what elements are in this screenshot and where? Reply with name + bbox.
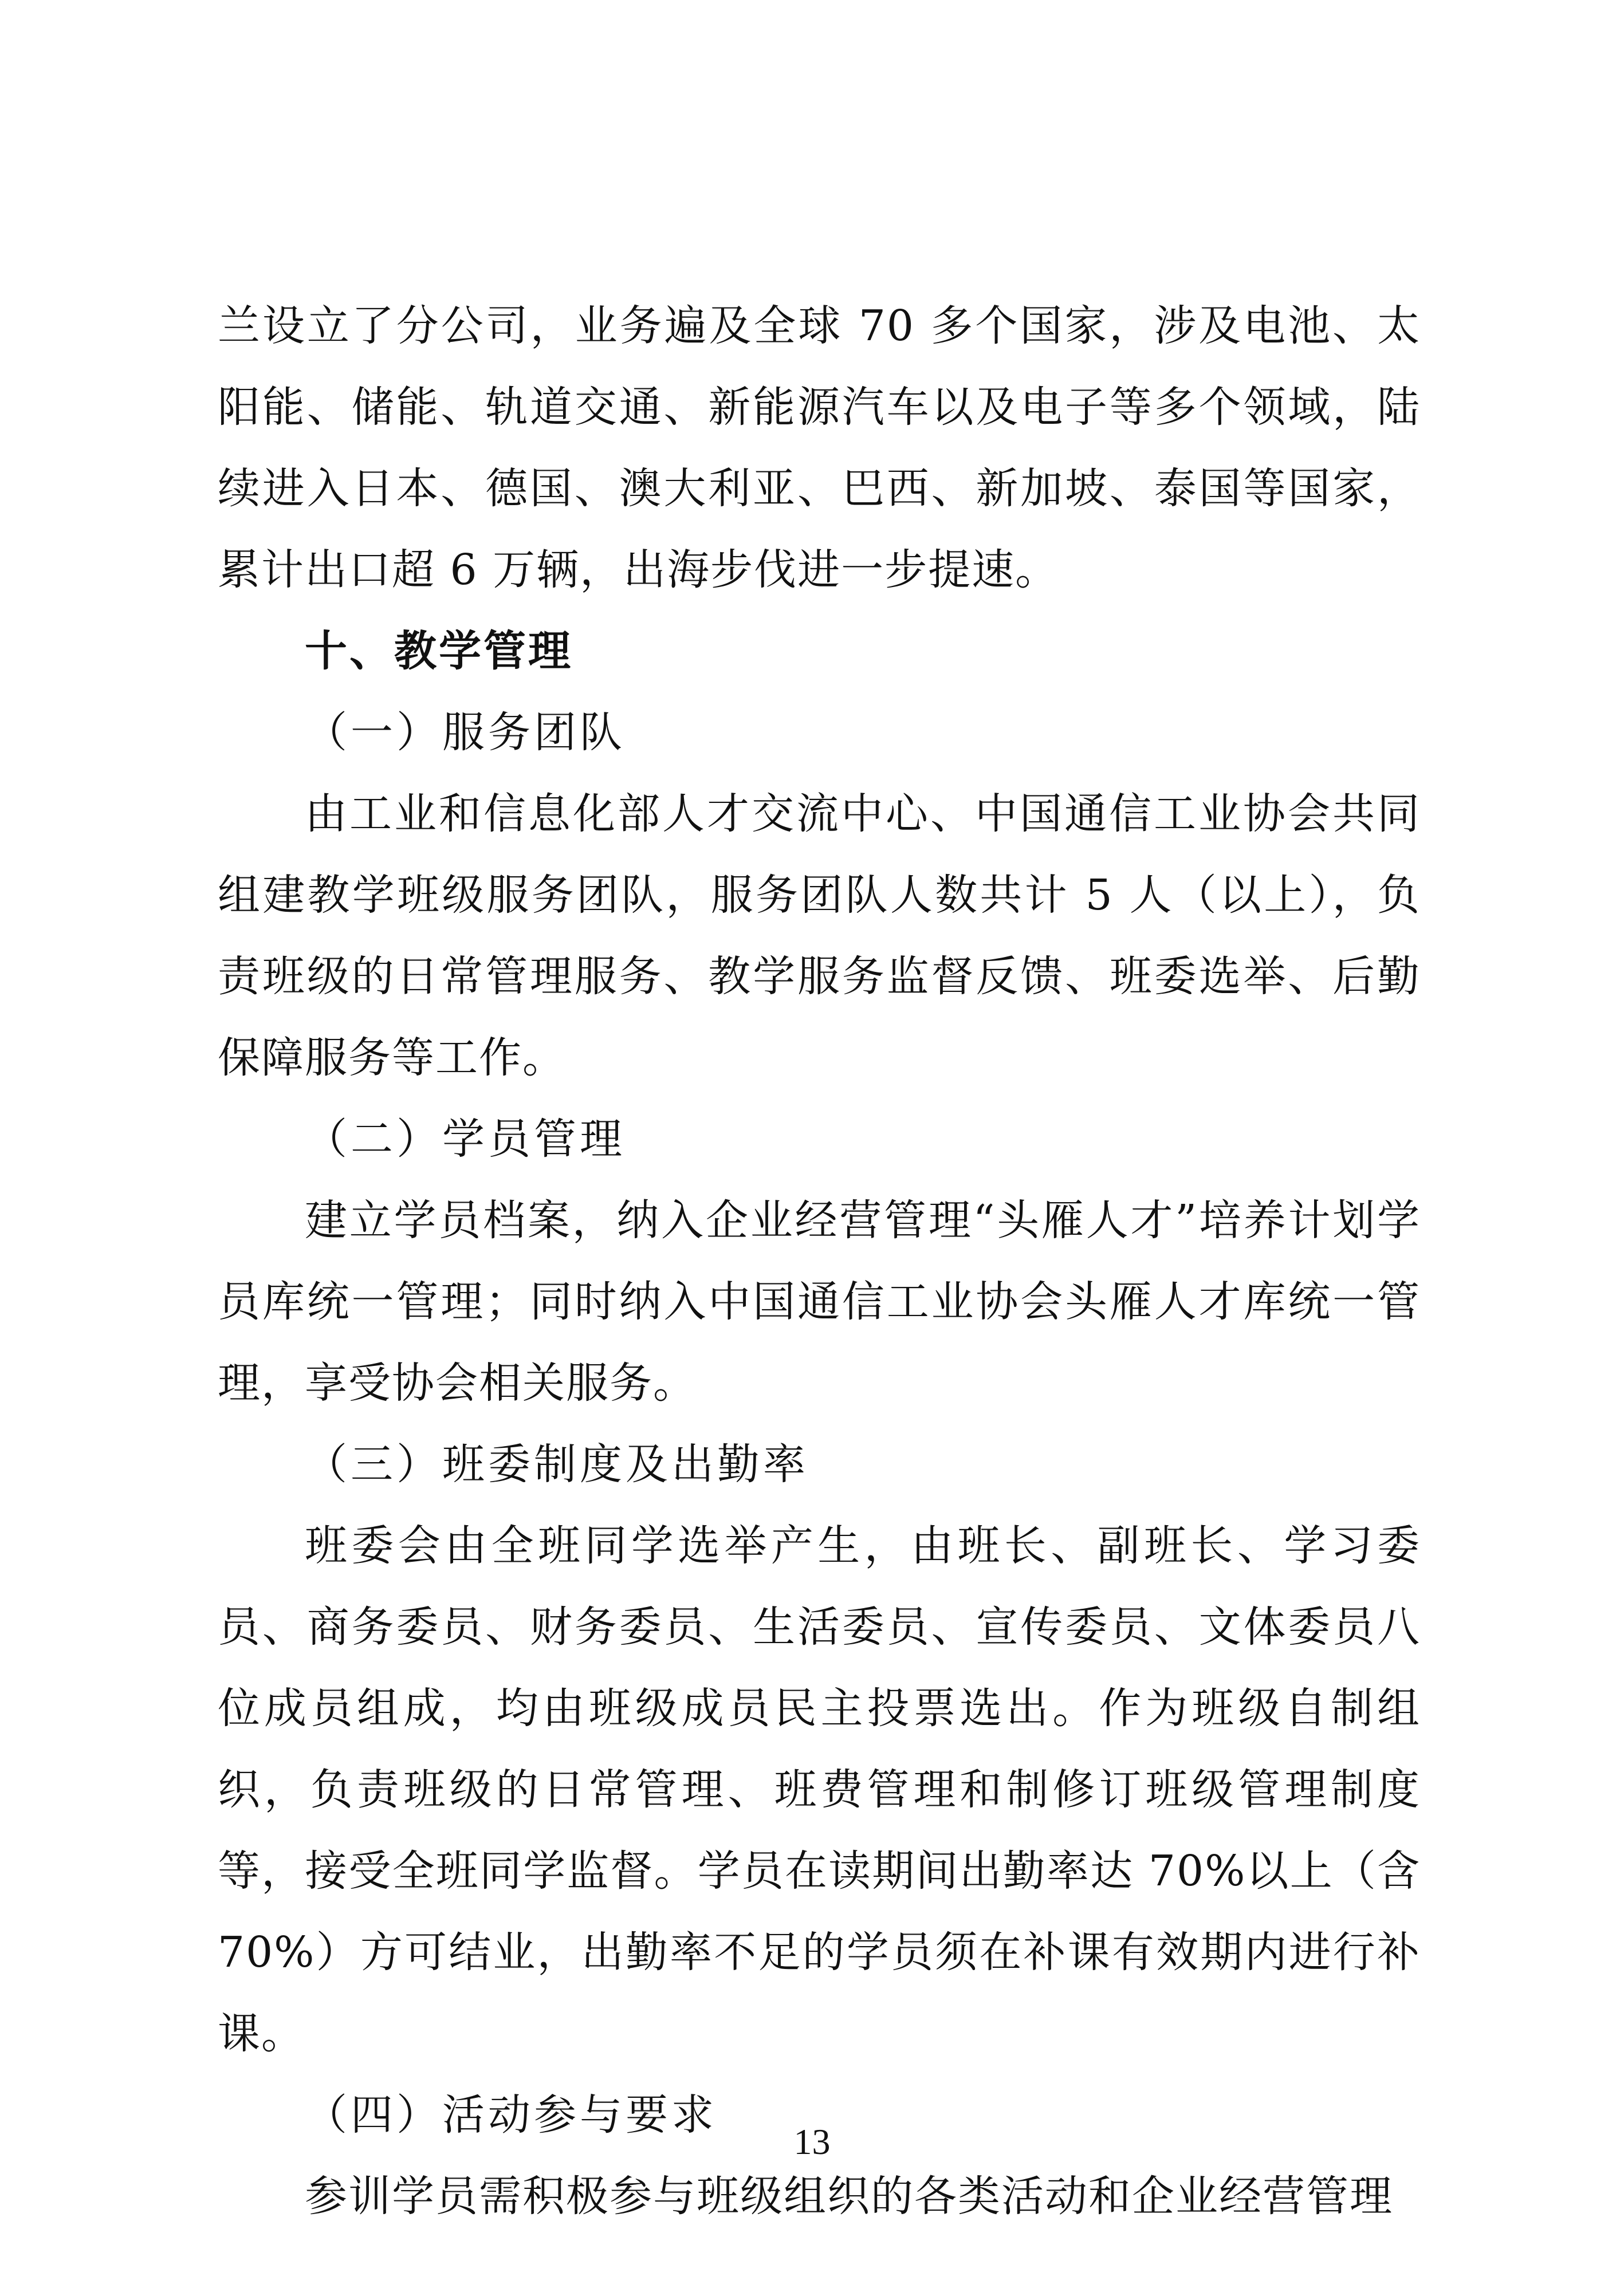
paragraph-class-committee-attendance: 班委会由全班同学选举产生，由班长、副班长、学习委员、商务委员、财务委员、生活委员、宣传委员、文体委员八位成员组成，均由班级成员民主投票选出。作为班级自制组织，负责班级的日常管理、班费管理和制修订班级管理制度等，接受全班同学监督。学员在读期间出勤率达 70%以上（含 70%）方可结业，出勤率不足的学员须在补课有效期内进行补课。 xyxy=(218,1521,1421,2058)
subheading-activity-participation: （四）活动参与要求 xyxy=(305,2090,717,2140)
paragraph-student-management: 建立学员档案，纳入企业经营管理“头雁人才”培养计划学员库统一管理；同时纳入中国通信工业协会头雁人才库统一管理，享受协会相关服务。 xyxy=(218,1196,1421,1408)
subheading-student-management: （二）学员管理 xyxy=(305,1114,626,1164)
paragraph-service-team: 由工业和信息化部人才交流中心、中国通信工业协会共同组建教学班级服务团队，服务团队人数共计 5 人（以上），负责班级的日常管理服务、教学服务监督反馈、班委选举、后勤保障服务等工作。 xyxy=(218,789,1421,1082)
section-heading-teaching-management: 十、教学管理 xyxy=(305,627,573,676)
paragraph-activity-participation: 参训学员需积极参与班级组织的各类活动和企业经营管理 xyxy=(305,2172,1393,2221)
paragraph-intro-continuation: 兰设立了分公司，业务遍及全球 70 多个国家，涉及电池、太阳能、储能、轨道交通、新能源汽车以及电子等多个领域，陆续进入日本、德国、澳大利亚、巴西、新加坡、泰国等国家，累计出口超 6 万辆，出海步伐进一步提速。 xyxy=(218,301,1421,594)
page-number: 13 xyxy=(793,2121,831,2162)
subheading-class-committee-attendance: （三）班委制度及出勤率 xyxy=(305,1440,809,1489)
page-body xyxy=(218,285,1421,2237)
subheading-service-team: （一）服务团队 xyxy=(305,708,626,757)
